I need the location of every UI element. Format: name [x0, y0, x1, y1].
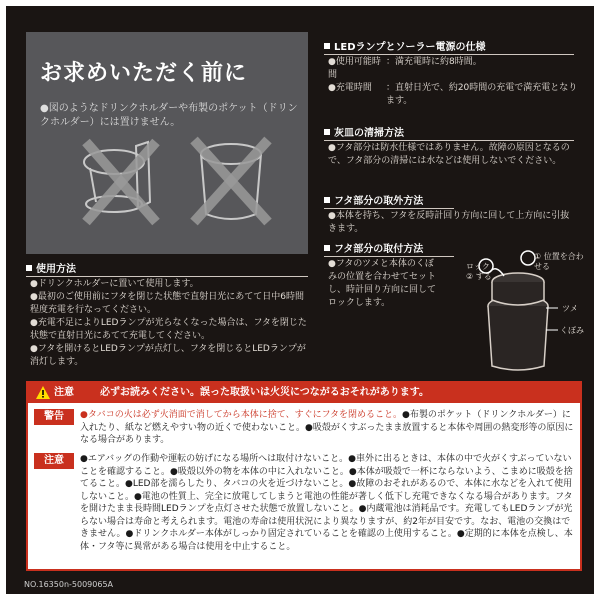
led-heading: LEDランプとソーラー電源の仕様	[324, 38, 574, 55]
step1-label: ① 位置を合わせる	[534, 252, 584, 271]
before-use-text: ●図のようなドリンクホルダーや布製のポケット（ドリンクホルダー）には置けません。	[40, 103, 298, 128]
before-use-title: お求めいただく前に	[40, 61, 248, 86]
cleaning-text: ●フタ部分は防水仕様ではありません。故障の原因となるので、フタ部分の清掃には水などは使用しないでください。	[328, 143, 570, 166]
warning-text: ●タバコの火は必ず火消面で消してから本体に捨て、すぐにフタを閉めること。●布製のポケット（ドリンクホルダー）に入れたり、紙など燃えやすい物の近くで使わないこと。●吸殻がくすぶったまま放置すると本体や周囲の熱変形等の原因になる場合があります。	[80, 410, 574, 445]
tab-label: ツメ	[562, 304, 578, 313]
caution-box	[26, 381, 582, 571]
package-panel	[6, 6, 594, 594]
caution-label: 注意	[34, 453, 74, 469]
usage-heading: 使用方法	[26, 260, 308, 277]
step2-label: ロック ② する	[466, 262, 492, 281]
product-number: NO.16350n-5009065A	[24, 580, 114, 589]
led-specs: ●使用可能時間 ：満充電時に約8時間。 ●充電時間 ：直射日光で、約20時間の充電で満充電となります。	[328, 57, 578, 106]
notch-label: くぼみ	[560, 326, 584, 335]
lid-remove-text: ●本体を持ち、フタを反時計回り方向に回して上方向に引抜きます。	[328, 211, 570, 234]
usage-text: ●ドリンクホルダーに置いて使用します。 ●最初のご使用前にフタを閉じた状態で直射日光にあてて日中6時間程度充電を行なってください。 ●充電不足によりLEDランプが光らなくなった場合は、フタを閉じた状態で直射日光にあてて充電してください。 ●フタを開けるとLEDランプが点灯し、フタを閉じるとLEDランプが消灯します。	[30, 279, 307, 367]
holder-bracket-icon	[76, 132, 166, 232]
lid-attach-heading: フタ部分の取付方法	[324, 240, 454, 257]
caution-bar: 注意 必ずお読みください。誤った取扱いは火災につながるおそれがあります。	[28, 383, 580, 403]
warning-icon	[36, 386, 50, 399]
cleaning-heading: 灰皿の清掃方法	[324, 124, 574, 141]
before-use-box	[26, 32, 308, 254]
lid-attach-text: ●フタのツメと本体のくぼみの位置を合わせてセットし、時計回り方向に回してロックします。	[328, 259, 437, 308]
lid-remove-heading: フタ部分の取外方法	[324, 192, 454, 209]
pocket-holder-icon	[186, 132, 276, 232]
caution-text: ●エアバッグの作動や運転の妨げになる場所へは取付けないこと。●車外に出るときは、本体の中で火がくすぶっていないことを確認すること。●吸殻以外の物を本体の中に入れないこと。●本体が吸殻で一杯にならないよう、こまめに吸殻を捨てること。●LED部を濡らしたり、タバコの火を近づけないこと。●故障のおそれがあるので、本体に水などを入れて使用しないこと。●電池の性質上、完全に放電してしまうと電池の性能が著しく低下し充電できなくなる場合があります。フタを開けたまま長時間LEDランプを点灯させた状態で放置しないこと。●内蔵電池は消耗品です。充電してもLEDランプが光らない場合は寿命と考えられます。電池の寿命は使用状況により異なりますが、約2年が目安です。なお、電池の交換はできません。●ドリンクホルダー本体がしっかり固定されていることを確認の上使用すること。●定期的に本体を点検し、本体・フタ等に異常がある場合は使用を中止すること。	[80, 454, 573, 552]
warning-label: 警告	[34, 409, 74, 425]
